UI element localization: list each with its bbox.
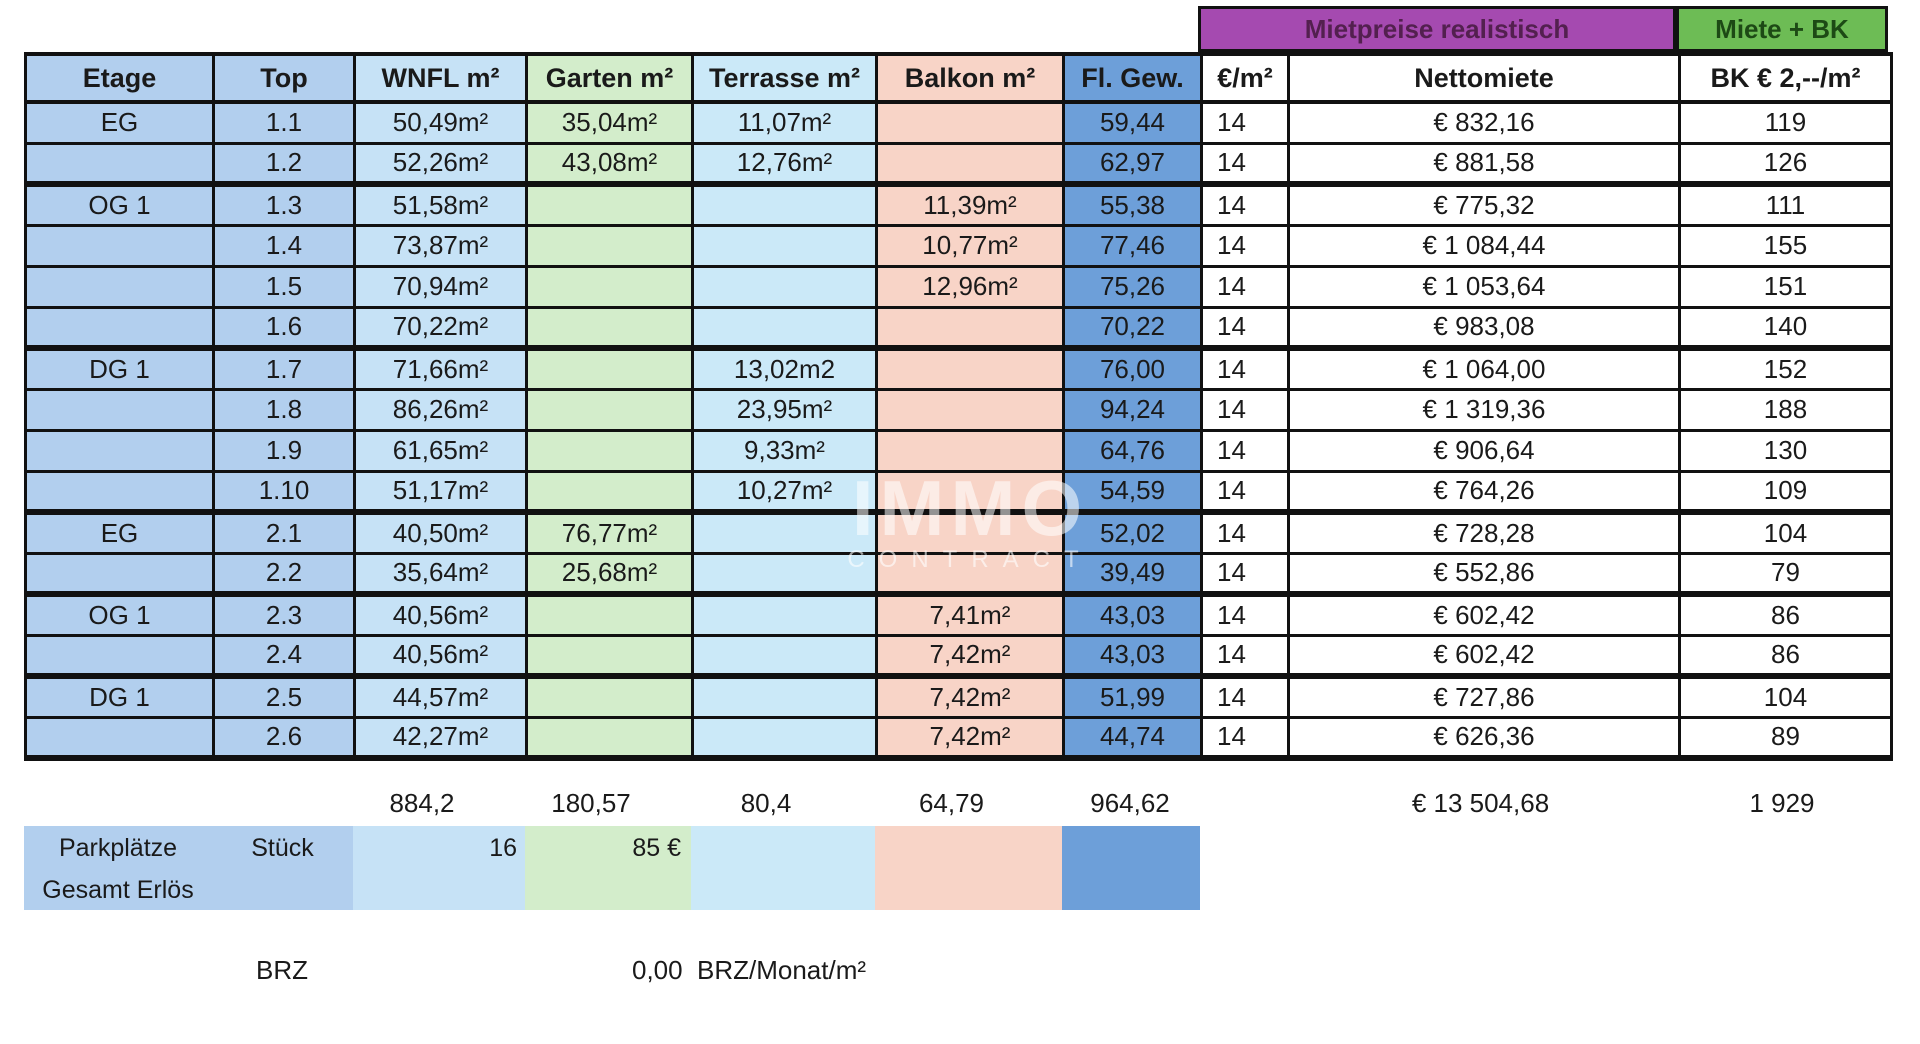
cell-eur-m2: 14 — [1202, 143, 1289, 184]
cell-top: 1.4 — [214, 225, 355, 266]
cell-bk: 155 — [1680, 225, 1892, 266]
cell-etage — [26, 266, 214, 307]
cell-top: 1.3 — [214, 184, 355, 225]
cell-fl-gew: 62,97 — [1064, 143, 1202, 184]
table-row — [26, 512, 1892, 553]
cell-nettomiete: € 983,08 — [1289, 307, 1680, 348]
parking-count-cell — [353, 826, 525, 910]
cell-eur-m2: 14 — [1202, 389, 1289, 430]
table-row — [26, 307, 1892, 348]
cell-top: 1.9 — [214, 430, 355, 471]
total-fl-gew: 964,62 — [1090, 788, 1170, 818]
cell-fl-gew: 43,03 — [1064, 594, 1202, 635]
cell-balkon: 11,39m² — [877, 184, 1064, 225]
brz-unit: BRZ/Monat/m² — [697, 955, 867, 985]
cell-nettomiete: € 552,86 — [1289, 553, 1680, 594]
cell-top: 1.6 — [214, 307, 355, 348]
cell-eur-m2: 14 — [1202, 102, 1289, 143]
brz-row — [0, 950, 1920, 990]
cell-fl-gew: 54,59 — [1064, 471, 1202, 512]
col-header-bk: BK € 2,--/m² — [1680, 54, 1892, 102]
cell-terrasse — [693, 225, 877, 266]
cell-eur-m2: 14 — [1202, 553, 1289, 594]
cell-eur-m2: 14 — [1202, 266, 1289, 307]
cell-top: 1.2 — [214, 143, 355, 184]
cell-terrasse: 12,76m² — [693, 143, 877, 184]
table-row — [26, 553, 1892, 594]
cell-balkon — [877, 553, 1064, 594]
parking-label: Parkplätze — [58, 834, 178, 862]
parking-label-cell — [24, 826, 212, 910]
cell-eur-m2: 14 — [1202, 594, 1289, 635]
parking-unit-label: Stück — [251, 834, 314, 862]
cell-etage: DG 1 — [26, 676, 214, 717]
cell-fl-gew: 44,74 — [1064, 717, 1202, 758]
cell-terrasse: 23,95m² — [693, 389, 877, 430]
cell-terrasse: 13,02m2 — [693, 348, 877, 389]
cell-nettomiete: € 602,42 — [1289, 594, 1680, 635]
cell-bk: 104 — [1680, 676, 1892, 717]
units-body — [26, 102, 1892, 758]
cell-etage — [26, 307, 214, 348]
cell-etage — [26, 471, 214, 512]
cell-etage: EG — [26, 102, 214, 143]
cell-nettomiete: € 728,28 — [1289, 512, 1680, 553]
table-row — [26, 430, 1892, 471]
cell-bk: 130 — [1680, 430, 1892, 471]
col-header-balkon: Balkon m² — [877, 54, 1064, 102]
cell-wnfl: 52,26m² — [355, 143, 527, 184]
band-rent-plus-bk: Miete + BK — [1676, 6, 1888, 52]
cell-fl-gew: 43,03 — [1064, 635, 1202, 676]
parking-count: 16 — [489, 834, 517, 862]
cell-garten — [527, 266, 693, 307]
cell-balkon — [877, 389, 1064, 430]
cell-wnfl: 61,65m² — [355, 430, 527, 471]
cell-bk: 126 — [1680, 143, 1892, 184]
cell-nettomiete: € 764,26 — [1289, 471, 1680, 512]
cell-eur-m2: 14 — [1202, 225, 1289, 266]
cell-terrasse — [693, 553, 877, 594]
cell-terrasse — [693, 266, 877, 307]
cell-wnfl: 71,66m² — [355, 348, 527, 389]
total-terrasse: 80,4 — [740, 788, 792, 818]
cell-wnfl: 40,50m² — [355, 512, 527, 553]
table-row — [26, 635, 1892, 676]
cell-nettomiete: € 881,58 — [1289, 143, 1680, 184]
cell-top: 2.4 — [214, 635, 355, 676]
total-wnfl: 884,2 — [389, 788, 455, 818]
cell-wnfl: 86,26m² — [355, 389, 527, 430]
totals-row — [0, 784, 1920, 822]
cell-wnfl: 51,17m² — [355, 471, 527, 512]
table-row — [26, 389, 1892, 430]
cell-etage: OG 1 — [26, 184, 214, 225]
table-row — [26, 102, 1892, 143]
cell-balkon — [877, 102, 1064, 143]
cell-etage: DG 1 — [26, 348, 214, 389]
cell-top: 1.1 — [214, 102, 355, 143]
cell-bk: 109 — [1680, 471, 1892, 512]
cell-wnfl: 40,56m² — [355, 594, 527, 635]
cell-bk: 152 — [1680, 348, 1892, 389]
cell-garten: 35,04m² — [527, 102, 693, 143]
col-header-terrasse: Terrasse m² — [693, 54, 877, 102]
parking-price-cell — [525, 826, 691, 910]
cell-eur-m2: 14 — [1202, 184, 1289, 225]
cell-bk: 111 — [1680, 184, 1892, 225]
cell-fl-gew: 70,22 — [1064, 307, 1202, 348]
cell-bk: 89 — [1680, 717, 1892, 758]
cell-bk: 86 — [1680, 635, 1892, 676]
band-realistic-rent: Mietpreise realistisch — [1198, 6, 1676, 52]
cell-nettomiete: € 906,64 — [1289, 430, 1680, 471]
cell-wnfl: 50,49m² — [355, 102, 527, 143]
cell-nettomiete: € 775,32 — [1289, 184, 1680, 225]
parking-fl-fill — [1062, 826, 1200, 910]
cell-wnfl: 42,27m² — [355, 717, 527, 758]
table-row — [26, 143, 1892, 184]
cell-garten — [527, 225, 693, 266]
table-row — [26, 225, 1892, 266]
cell-eur-m2: 14 — [1202, 471, 1289, 512]
cell-nettomiete: € 1 064,00 — [1289, 348, 1680, 389]
brz-value: 0,00 — [632, 955, 683, 985]
cell-garten: 76,77m² — [527, 512, 693, 553]
header-row — [26, 54, 1892, 102]
cell-bk: 104 — [1680, 512, 1892, 553]
cell-garten — [527, 471, 693, 512]
cell-balkon: 7,42m² — [877, 717, 1064, 758]
cell-fl-gew: 51,99 — [1064, 676, 1202, 717]
cell-eur-m2: 14 — [1202, 635, 1289, 676]
cell-wnfl: 44,57m² — [355, 676, 527, 717]
table-row — [26, 348, 1892, 389]
cell-garten — [527, 389, 693, 430]
cell-nettomiete: € 626,36 — [1289, 717, 1680, 758]
col-header-fl-gew: Fl. Gew. — [1064, 54, 1202, 102]
cell-balkon — [877, 307, 1064, 348]
cell-etage — [26, 430, 214, 471]
cell-wnfl: 70,22m² — [355, 307, 527, 348]
cell-garten — [527, 594, 693, 635]
cell-nettomiete: € 1 319,36 — [1289, 389, 1680, 430]
cell-balkon — [877, 512, 1064, 553]
cell-garten: 43,08m² — [527, 143, 693, 184]
table-row — [26, 676, 1892, 717]
cell-terrasse — [693, 717, 877, 758]
table-row — [26, 471, 1892, 512]
cell-fl-gew: 55,38 — [1064, 184, 1202, 225]
cell-garten — [527, 676, 693, 717]
cell-eur-m2: 14 — [1202, 307, 1289, 348]
watermark-main: IMMO — [851, 464, 1089, 552]
cell-top: 1.10 — [214, 471, 355, 512]
cell-garten — [527, 717, 693, 758]
cell-fl-gew: 59,44 — [1064, 102, 1202, 143]
cell-balkon: 12,96m² — [877, 266, 1064, 307]
cell-fl-gew: 39,49 — [1064, 553, 1202, 594]
parking-unit-cell — [212, 826, 353, 910]
cell-eur-m2: 14 — [1202, 512, 1289, 553]
cell-etage — [26, 717, 214, 758]
cell-wnfl: 70,94m² — [355, 266, 527, 307]
cell-terrasse — [693, 307, 877, 348]
table-row — [26, 184, 1892, 225]
cell-balkon: 7,42m² — [877, 635, 1064, 676]
parking-terrasse-fill — [691, 826, 875, 910]
parking-block — [24, 826, 1200, 910]
cell-wnfl: 73,87m² — [355, 225, 527, 266]
cell-etage — [26, 389, 214, 430]
total-garten: 180,57 — [551, 788, 631, 818]
col-header-eur-m2: €/m² — [1202, 54, 1289, 102]
cell-eur-m2: 14 — [1202, 676, 1289, 717]
cell-nettomiete: € 602,42 — [1289, 635, 1680, 676]
col-header-etage: Etage — [26, 54, 214, 102]
cell-top: 1.5 — [214, 266, 355, 307]
cell-terrasse — [693, 594, 877, 635]
units-table — [24, 52, 1893, 761]
cell-bk: 119 — [1680, 102, 1892, 143]
cell-bk: 140 — [1680, 307, 1892, 348]
table-row — [26, 594, 1892, 635]
cell-nettomiete: € 1 053,64 — [1289, 266, 1680, 307]
parking-balkon-fill — [875, 826, 1062, 910]
cell-wnfl: 35,64m² — [355, 553, 527, 594]
cell-terrasse: 11,07m² — [693, 102, 877, 143]
cell-fl-gew: 75,26 — [1064, 266, 1202, 307]
cell-etage — [26, 553, 214, 594]
cell-nettomiete: € 1 084,44 — [1289, 225, 1680, 266]
cell-fl-gew: 52,02 — [1064, 512, 1202, 553]
cell-bk: 188 — [1680, 389, 1892, 430]
cell-fl-gew: 76,00 — [1064, 348, 1202, 389]
cell-eur-m2: 14 — [1202, 430, 1289, 471]
cell-top: 2.2 — [214, 553, 355, 594]
col-header-top: Top — [214, 54, 355, 102]
table-row — [26, 717, 1892, 758]
cell-balkon: 7,42m² — [877, 676, 1064, 717]
cell-balkon: 7,41m² — [877, 594, 1064, 635]
cell-top: 2.6 — [214, 717, 355, 758]
cell-top: 2.5 — [214, 676, 355, 717]
cell-balkon — [877, 471, 1064, 512]
cell-terrasse — [693, 635, 877, 676]
cell-terrasse: 9,33m² — [693, 430, 877, 471]
cell-top: 1.8 — [214, 389, 355, 430]
cell-balkon — [877, 348, 1064, 389]
cell-nettomiete: € 832,16 — [1289, 102, 1680, 143]
cell-nettomiete: € 727,86 — [1289, 676, 1680, 717]
cell-etage — [26, 225, 214, 266]
cell-top: 2.3 — [214, 594, 355, 635]
cell-bk: 86 — [1680, 594, 1892, 635]
col-header-nettomiete: Nettomiete — [1289, 54, 1680, 102]
cell-etage — [26, 143, 214, 184]
cell-balkon — [877, 143, 1064, 184]
total-balkon: 64,79 — [918, 788, 985, 818]
col-header-garten: Garten m² — [527, 54, 693, 102]
cell-wnfl: 40,56m² — [355, 635, 527, 676]
cell-terrasse — [693, 676, 877, 717]
cell-top: 2.1 — [214, 512, 355, 553]
parking-price: 85 € — [632, 834, 681, 862]
revenue-label: Gesamt Erlös — [42, 876, 194, 904]
brz-label: BRZ — [256, 955, 308, 985]
cell-eur-m2: 14 — [1202, 348, 1289, 389]
cell-balkon — [877, 430, 1064, 471]
cell-balkon: 10,77m² — [877, 225, 1064, 266]
watermark-sub: CONTRACT — [847, 546, 1093, 573]
cell-fl-gew: 64,76 — [1064, 430, 1202, 471]
cell-garten — [527, 184, 693, 225]
cell-garten — [527, 348, 693, 389]
col-header-wnfl: WNFL m² — [355, 54, 527, 102]
cell-garten — [527, 430, 693, 471]
cell-top: 1.7 — [214, 348, 355, 389]
cell-etage: EG — [26, 512, 214, 553]
cell-wnfl: 51,58m² — [355, 184, 527, 225]
total-nettomiete: € 13 504,68 — [1411, 788, 1550, 818]
total-bk: 1 929 — [1749, 788, 1815, 818]
cell-terrasse — [693, 512, 877, 553]
cell-fl-gew: 77,46 — [1064, 225, 1202, 266]
cell-etage — [26, 635, 214, 676]
cell-garten — [527, 307, 693, 348]
cell-etage: OG 1 — [26, 594, 214, 635]
cell-eur-m2: 14 — [1202, 717, 1289, 758]
cell-bk: 151 — [1680, 266, 1892, 307]
cell-garten — [527, 635, 693, 676]
cell-fl-gew: 94,24 — [1064, 389, 1202, 430]
table-row — [26, 266, 1892, 307]
cell-garten: 25,68m² — [527, 553, 693, 594]
cell-terrasse: 10,27m² — [693, 471, 877, 512]
cell-terrasse — [693, 184, 877, 225]
cell-bk: 79 — [1680, 553, 1892, 594]
